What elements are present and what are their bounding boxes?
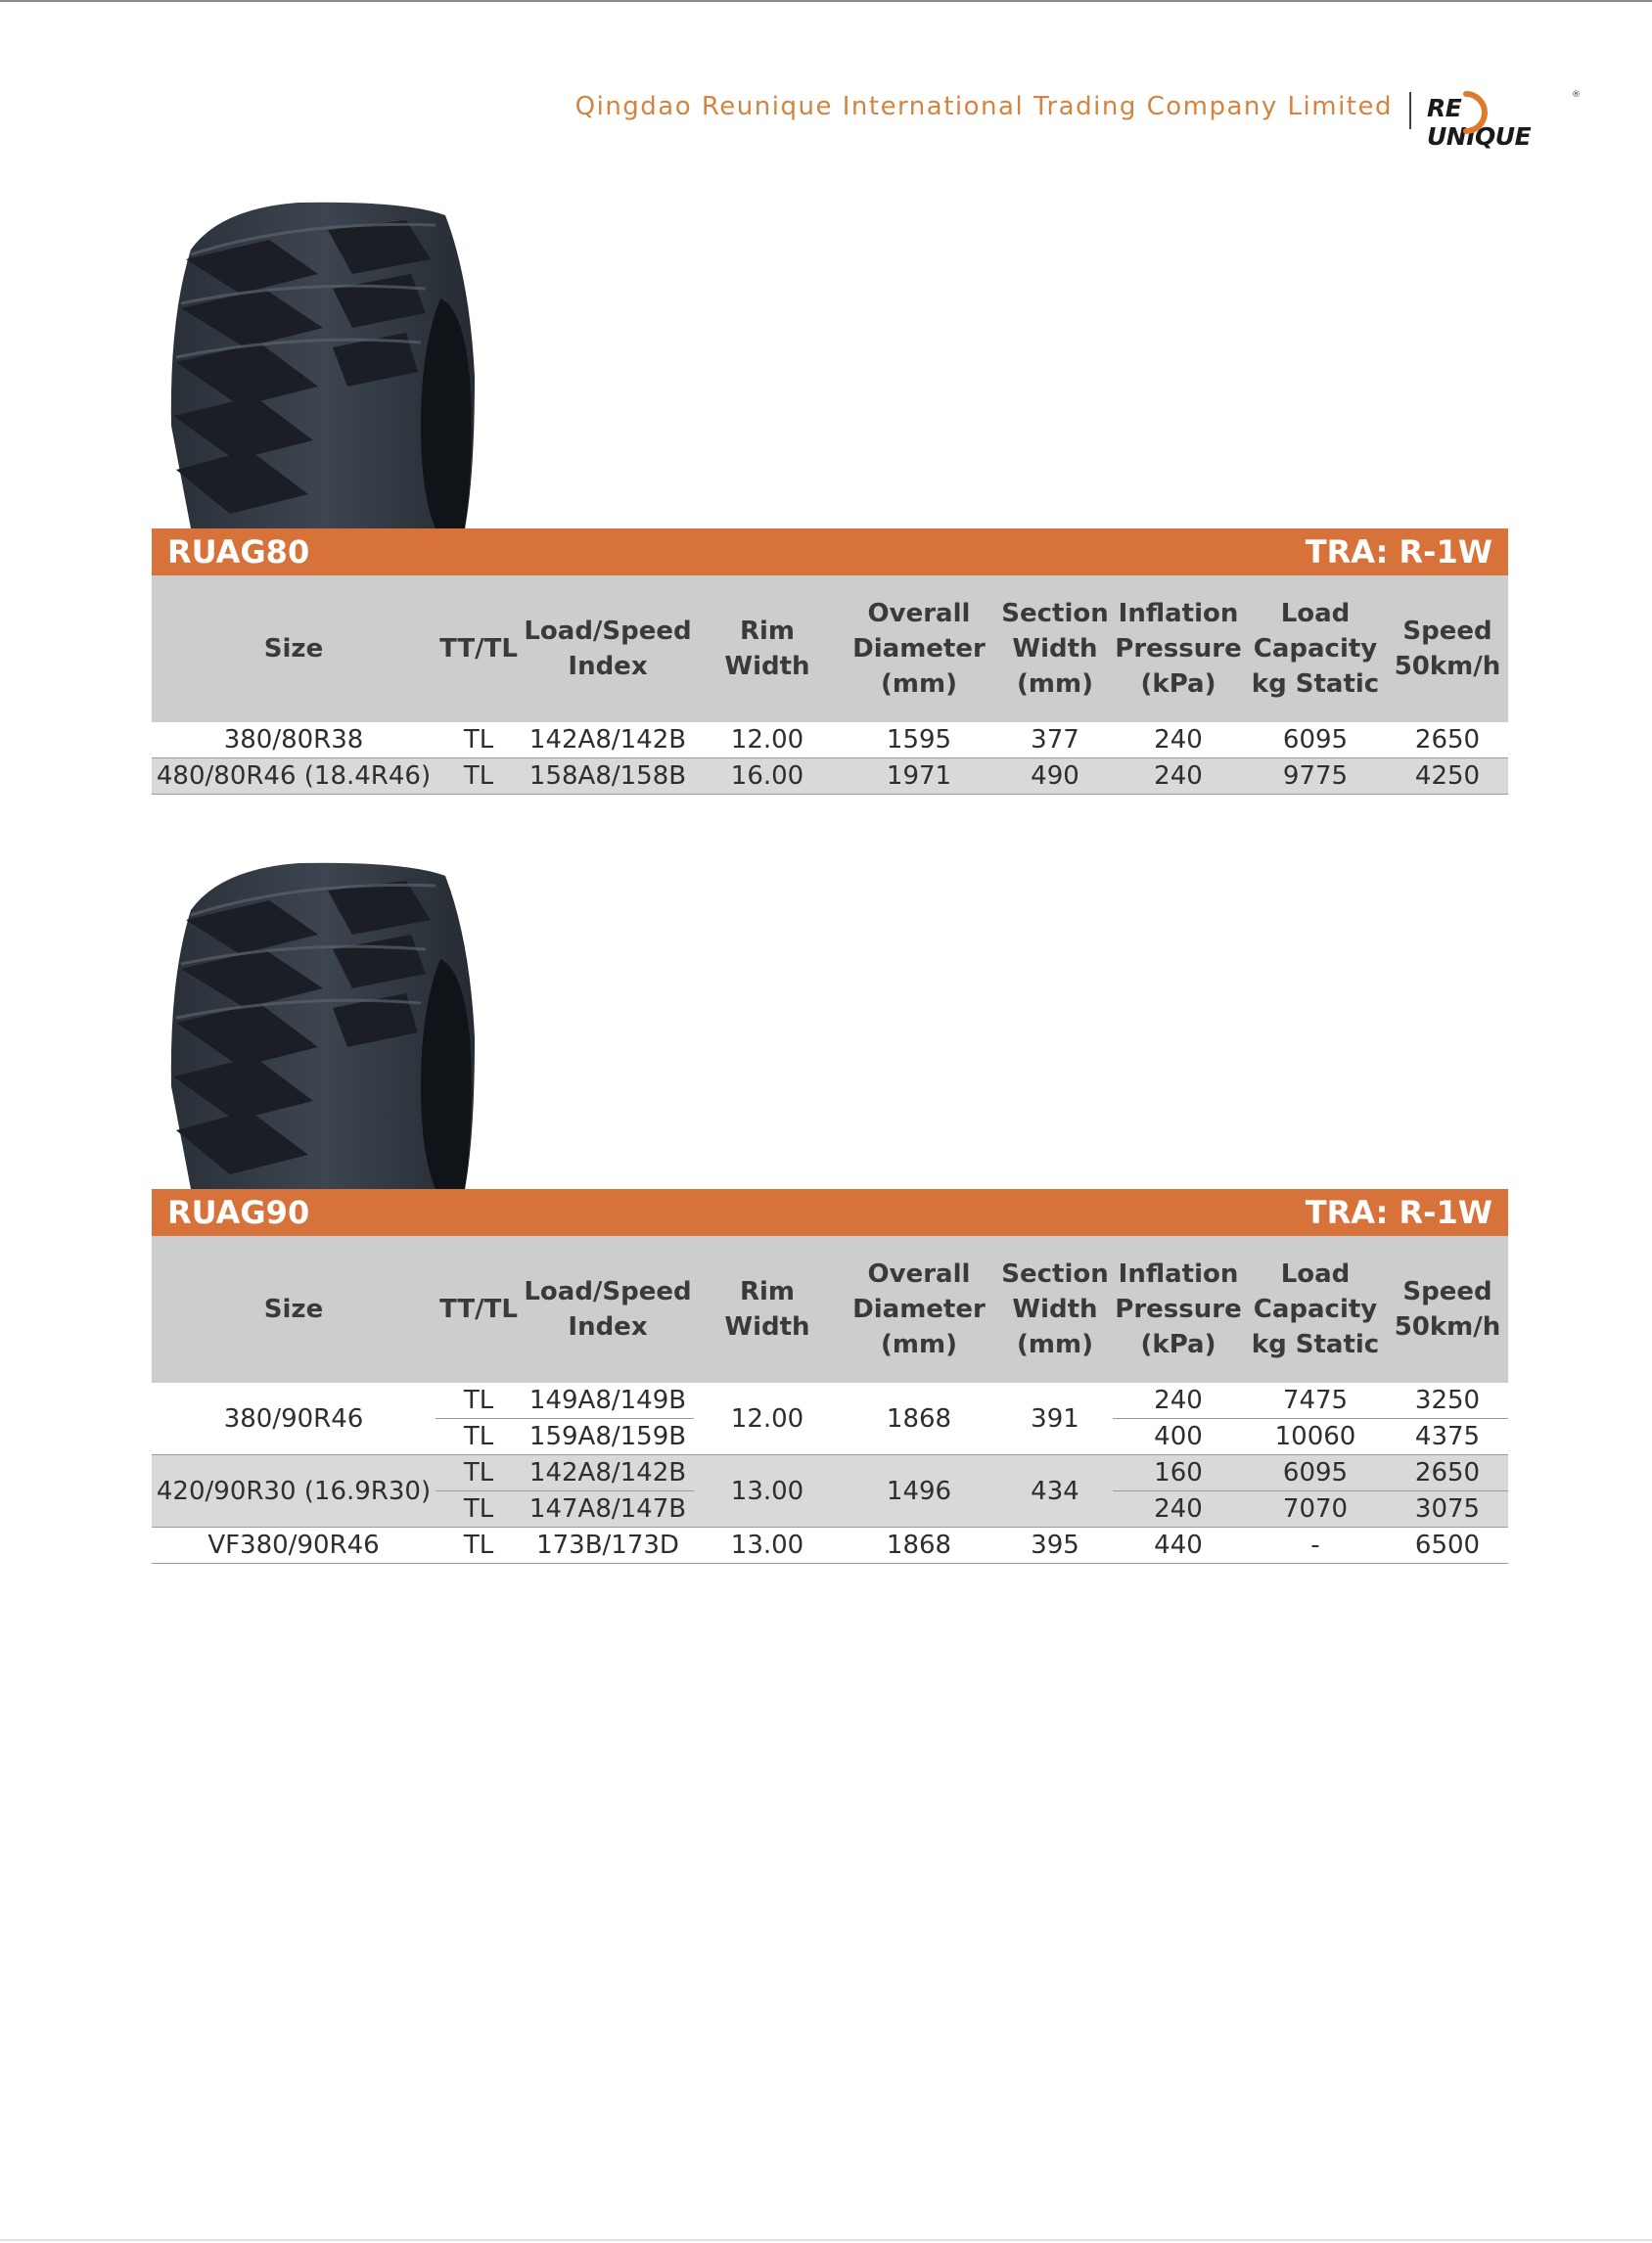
col-load-capacity: Load Capacity kg Static <box>1244 1236 1387 1383</box>
model-name: RUAG90 <box>167 1194 310 1231</box>
col-overall-diameter: Overall Diameter (mm) <box>841 1236 997 1383</box>
cell-size: 420/90R30 (16.9R30) <box>152 1455 436 1528</box>
cell-diameter: 1595 <box>841 722 997 758</box>
col-tttl: TT/TL <box>436 575 522 722</box>
col-section-width: Section Width (mm) <box>997 1236 1113 1383</box>
cell-tttl: TL <box>436 722 522 758</box>
col-size: Size <box>152 575 436 722</box>
cell-size: 380/80R38 <box>152 722 436 758</box>
cell-tttl: TL <box>436 1419 522 1455</box>
col-rim-width: Rim Width <box>694 575 841 722</box>
col-speed: Speed 50km/h <box>1387 1236 1508 1383</box>
cell-index: 142A8/142B <box>522 1455 694 1491</box>
col-load-speed-index: Load/Speed Index <box>522 575 694 722</box>
table-row <box>152 722 1508 758</box>
col-inflation-pressure: Inflation Pressure (kPa) <box>1113 1236 1244 1383</box>
cell-static: 6095 <box>1244 722 1387 758</box>
cell-pressure: 440 <box>1113 1528 1244 1564</box>
cell-pressure: 240 <box>1113 1491 1244 1528</box>
cell-width: 377 <box>997 722 1113 758</box>
cell-diameter: 1971 <box>841 758 997 795</box>
company-name: Qingdao Reunique International Trading Company Limited <box>574 92 1393 121</box>
tra-code: TRA: R-1W <box>1305 533 1492 571</box>
logo-arc-icon <box>1460 90 1490 135</box>
cell-width: 490 <box>997 758 1113 795</box>
col-overall-diameter: Overall Diameter (mm) <box>841 575 997 722</box>
cell-width: 391 <box>997 1383 1113 1455</box>
cell-speed: 4375 <box>1387 1419 1508 1455</box>
header-divider <box>1409 92 1411 129</box>
cell-speed: 3075 <box>1387 1491 1508 1528</box>
cell-tttl: TL <box>436 1455 522 1491</box>
logo-wordmark: REUNIQUE <box>1427 94 1532 151</box>
cell-tttl: TL <box>436 1528 522 1564</box>
cell-diameter: 1868 <box>841 1383 997 1455</box>
col-speed: Speed 50km/h <box>1387 575 1508 722</box>
cell-pressure: 240 <box>1113 1383 1244 1419</box>
table-header-row <box>152 575 1508 722</box>
cell-rim: 12.00 <box>694 722 841 758</box>
cell-tttl: TL <box>436 758 522 795</box>
cell-index: 159A8/159B <box>522 1419 694 1455</box>
bottom-rule <box>0 2239 1652 2241</box>
cell-tttl: TL <box>436 1383 522 1419</box>
col-tttl: TT/TL <box>436 1236 522 1383</box>
col-section-width: Section Width (mm) <box>997 575 1113 722</box>
table-row <box>152 758 1508 795</box>
col-load-speed-index: Load/Speed Index <box>522 1236 694 1383</box>
col-load-capacity: Load Capacity kg Static <box>1244 575 1387 722</box>
cell-tttl: TL <box>436 1491 522 1528</box>
model-name: RUAG80 <box>167 533 310 571</box>
cell-static: 9775 <box>1244 758 1387 795</box>
tire-image-ruag90 <box>152 861 514 1189</box>
model-bar-ruag90 <box>152 1189 1508 1236</box>
cell-pressure: 160 <box>1113 1455 1244 1491</box>
cell-speed: 6500 <box>1387 1528 1508 1564</box>
cell-size: VF380/90R46 <box>152 1528 436 1564</box>
table-row <box>152 1528 1508 1564</box>
cell-index: 158A8/158B <box>522 758 694 795</box>
page-header <box>0 90 1581 151</box>
cell-diameter: 1496 <box>841 1455 997 1528</box>
cell-speed: 3250 <box>1387 1383 1508 1419</box>
cell-static: 7070 <box>1244 1491 1387 1528</box>
col-size: Size <box>152 1236 436 1383</box>
spec-table-ruag80 <box>152 575 1508 795</box>
cell-speed: 4250 <box>1387 758 1508 795</box>
registered-mark-icon: ® <box>1572 90 1581 100</box>
cell-pressure: 240 <box>1113 722 1244 758</box>
cell-pressure: 240 <box>1113 758 1244 795</box>
cell-width: 395 <box>997 1528 1113 1564</box>
cell-diameter: 1868 <box>841 1528 997 1564</box>
reunique-logo <box>1427 90 1581 151</box>
cell-size: 380/90R46 <box>152 1383 436 1455</box>
tra-code: TRA: R-1W <box>1305 1194 1492 1231</box>
model-bar-ruag80 <box>152 528 1508 575</box>
col-rim-width: Rim Width <box>694 1236 841 1383</box>
cell-speed: 2650 <box>1387 722 1508 758</box>
cell-rim: 13.00 <box>694 1455 841 1528</box>
top-rule <box>0 0 1652 2</box>
cell-pressure: 400 <box>1113 1419 1244 1455</box>
table-row <box>152 1383 1508 1419</box>
cell-index: 173B/173D <box>522 1528 694 1564</box>
cell-rim: 12.00 <box>694 1383 841 1455</box>
spec-table-ruag90 <box>152 1236 1508 1564</box>
cell-static: 6095 <box>1244 1455 1387 1491</box>
cell-static: 7475 <box>1244 1383 1387 1419</box>
col-inflation-pressure: Inflation Pressure (kPa) <box>1113 575 1244 722</box>
cell-rim: 16.00 <box>694 758 841 795</box>
tire-image-ruag80 <box>152 201 514 528</box>
cell-index: 142A8/142B <box>522 722 694 758</box>
product-ruag80 <box>152 201 1508 807</box>
cell-size: 480/80R46 (18.4R46) <box>152 758 436 795</box>
table-header-row <box>152 1236 1508 1383</box>
cell-index: 149A8/149B <box>522 1383 694 1419</box>
cell-speed: 2650 <box>1387 1455 1508 1491</box>
cell-static: 10060 <box>1244 1419 1387 1455</box>
cell-rim: 13.00 <box>694 1528 841 1564</box>
cell-width: 434 <box>997 1455 1113 1528</box>
product-ruag90 <box>152 861 1508 1585</box>
table-row <box>152 1455 1508 1491</box>
cell-index: 147A8/147B <box>522 1491 694 1528</box>
cell-static: - <box>1244 1528 1387 1564</box>
